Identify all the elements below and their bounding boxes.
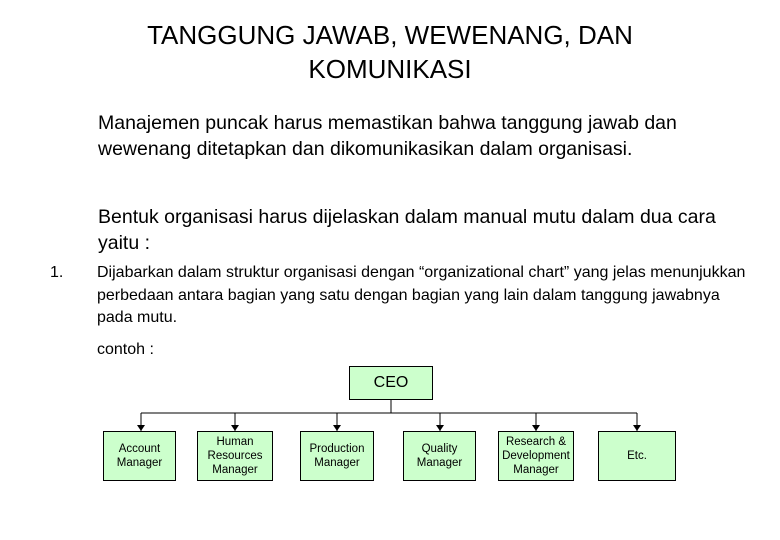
org-box-production-manager	[300, 431, 374, 481]
example-label: contoh :	[97, 341, 154, 358]
org-box-account-manager	[103, 431, 176, 481]
org-box-etc	[598, 431, 676, 481]
org-box-line: Etc.	[627, 450, 647, 462]
org-box-rnd-manager	[498, 431, 574, 481]
org-box-line: Human	[216, 436, 254, 448]
org-box-line: Manager	[513, 464, 559, 476]
list-item-text: Dijabarkan dalam struktur organisasi dengan “organizational chart” yang jelas menunjukkan perbedaan antara bagian yang satu dengan bagian yang lain dalam tanggung jawabnya pada mutu.	[97, 264, 746, 326]
title-line-2: KOMUNIKASI	[308, 54, 472, 84]
org-box-line: Manager	[212, 464, 258, 476]
org-box-line: Manager	[416, 457, 463, 469]
org-box-line: Quality	[421, 443, 458, 455]
org-box-hr-manager	[197, 431, 273, 481]
paragraph-responsibility: Manajemen puncak harus memastikan bahwa tanggung jawab dan wewenang ditetapkan dan dikomunikasikan dalam organisasi.	[98, 112, 677, 160]
org-box-line: Production	[309, 443, 365, 455]
org-box-line: Research &	[505, 436, 567, 448]
org-box-line: Development	[502, 450, 570, 462]
org-box-ceo: CEO	[349, 366, 433, 400]
org-box-line: Resources	[207, 450, 263, 462]
paragraph-organization-form: Bentuk organisasi harus dijelaskan dalam manual mutu dalam dua cara yaitu :	[98, 206, 716, 254]
org-box-line: Manager	[314, 457, 360, 469]
org-box-line: Manager	[116, 457, 163, 469]
list-item-number: 1.	[50, 264, 64, 281]
title-line-1: TANGGUNG JAWAB, WEWENANG, DAN	[147, 20, 633, 50]
org-box-quality-manager	[403, 431, 476, 481]
org-box-line: Account	[118, 443, 161, 455]
